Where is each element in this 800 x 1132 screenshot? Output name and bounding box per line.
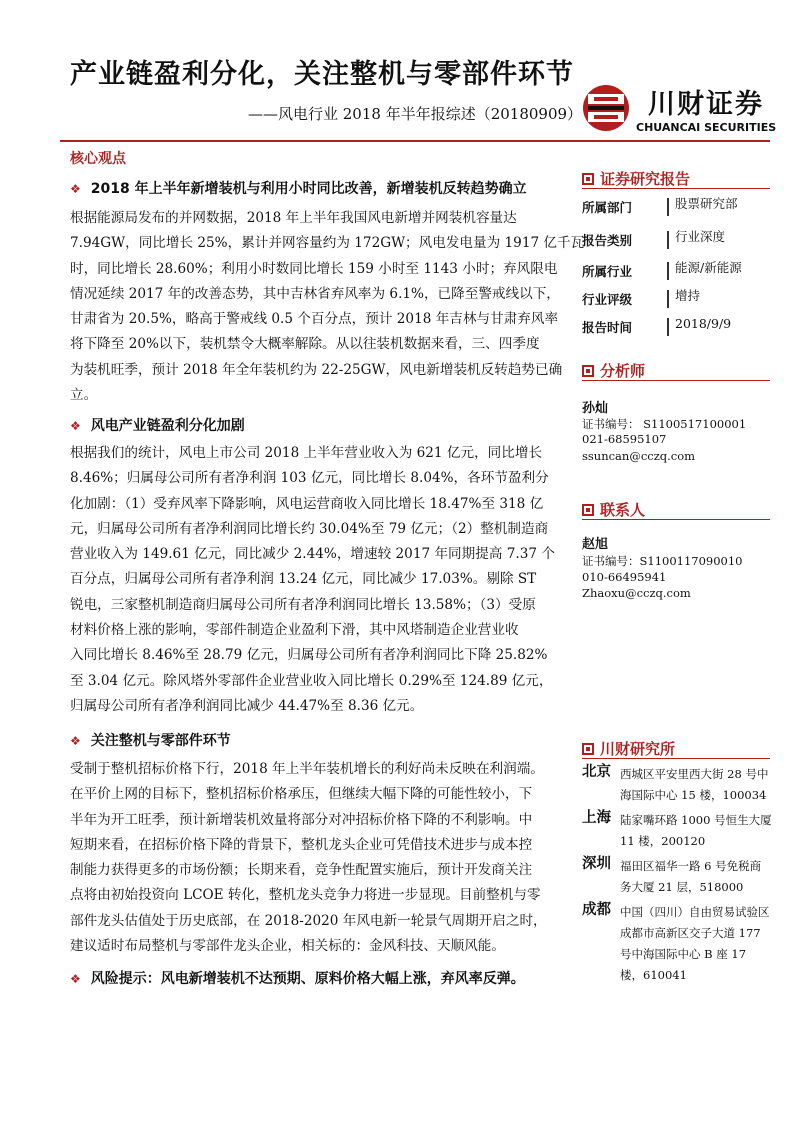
office-address-beijing: 西城区平安里西大街 28 号中海国际中心 15 楼，100034 [620,767,769,802]
section-heading-text: 2018 年上半年新增装机与利用小时同比改善，新增装机反转趋势确立 [90,181,527,197]
paragraph-line: 为装机旺季，预计 2018 年全年装机约为 22-25GW，风电新增装机反转趋势已确 [70,361,563,378]
diamond-bullet-icon: ❖ [70,972,81,986]
paragraph-line: 化加剧：（1）受弃风率下降影响，风电运营商收入同比增长 18.47%至 318 亿 [70,495,544,512]
office-address-shanghai: 陆家嘴环路 1000 号恒生大厦 11 楼，200120 [620,813,772,848]
contact-heading: 联系人 [582,499,645,520]
contact-name: 赵旭 [582,537,609,552]
contact-cert: 证书编号：S1100117090010 [582,554,743,568]
paragraph-line: 受制于整机招标价格下行，2018 年上半年装机增长的利好尚未反映在利润端。 [70,761,544,777]
section-heading-3 [70,730,231,750]
paragraph-line: 归属母公司所有者净利润同比减少 44.47%至 8.36 亿元。 [70,697,424,714]
section-paragraph-2 [70,441,572,719]
risk-warning-text: 风险提示：风电新增装机不达预期、原料价格大幅上涨，弃风率反弹。 [90,971,525,987]
paragraph-line: 制能力获得更多的市场份额；长期来看，竞争性配置实施后，预计开发商关注 [70,862,533,879]
diamond-bullet-icon: ❖ [70,419,81,433]
info-row-category: 报告类别 行业深度 [582,229,726,248]
section-heading-text: 风电产业链盈利分化加剧 [90,418,245,434]
paragraph-line: 根据我们的统计，风电上市公司 2018 上半年营业收入为 621 亿元，同比增长 [70,445,543,461]
paragraph-line: 半年为开工旺季，预计新增装机效量将部分对冲招标价格下降的不利影响。中 [70,811,533,828]
diamond-bullet-icon: ❖ [70,182,81,196]
paragraph-line: 根据能源局发布的并网数据，2018 年上半年我国风电新增并网装机容量达 [70,210,517,226]
sidebar-divider [582,519,770,520]
paragraph-line: 将下降至 20%以下，装机禁令大概率解除。从以往装机数据来看，三、四季度 [70,336,540,353]
diamond-bullet-icon: ❖ [70,734,81,748]
paragraph-line: 百分点，归属母公司所有者净利润 13.24 亿元，同比减少 17.03%。剔除 ST [70,571,537,588]
info-row-department: 所属部门 股票研究部 [582,196,738,215]
paragraph-line: 部件龙头估值处于历史底部，在 2018-2020 年风电新一轮景气周期开启之时， [70,912,547,929]
paragraph-line: 材料价格上涨的影响，零部件制造企业盈利下滑，其中风塔制造企业营业收 [70,622,519,639]
header-divider [60,140,770,142]
analyst-phone: 021-68595107 [582,432,667,446]
office-city-beijing: 北京 [582,764,611,780]
section-heading-1 [70,178,527,198]
info-row-industry: 所属行业 能源/新能源 [582,260,742,279]
paragraph-line: 7.94GW，同比增长 25%，累计并网容量约为 172GW；风电发电量为 1917 亿千瓦 [70,235,585,252]
office-city-shanghai: 上海 [582,810,611,826]
analyst-cert: 证书编号： S1100517100001 [582,417,747,431]
paragraph-line: 建议适时布局整机与零部件龙头企业，相关标的：金风科技、天顺风能。 [70,938,505,955]
office-city-shenzhen: 深圳 [582,856,611,872]
sidebar-divider [582,758,770,759]
contact-phone: 010-66495941 [582,570,667,584]
logo-mark-icon [583,85,629,131]
paragraph-line: 8.46%；归属母公司所有者净利润 103 亿元，同比增长 8.04%，各环节盈利分 [70,470,549,487]
office-address-shenzhen: 福田区福华一路 6 号免税商务大厦 21 层，518000 [620,859,762,894]
report-title: 产业链盈利分化，关注整机与零部件环节 [70,59,574,90]
paragraph-line: 营业收入为 149.61 亿元，同比减少 2.44%，增速较 2017 年同期提高 7.37 个 [70,546,555,563]
square-bullet-icon [582,365,594,377]
paragraph-line: 时，同比增长 28.60%；利用小时数同比增长 159 小时至 1143 小时；弃风限电 [70,260,558,277]
report-subtitle: ——风电行业 2018 年半年报综述（20180909） [248,105,583,123]
paragraph-line: 短期来看，在招标价格下降的背景下，整机龙头企业可凭借技术进步与成本控 [70,836,533,853]
analyst-email: ssuncan@cczq.com [582,449,696,463]
paragraph-line: 锐电，三家整机制造商归属母公司所有者净利润同比增长 13.58%；（3）受原 [70,596,536,613]
section-heading-text: 关注整机与零部件环节 [90,733,231,749]
paragraph-line: 甘肃省为 20.5%，略高于警戒线 0.5 个百分点，预计 2018 年吉林与甘肃弃风率 [70,311,559,328]
section-paragraph-1 [70,206,585,408]
section-paragraph-3 [70,757,572,959]
logo-english-name: CHUANCAI SECURITIES [636,121,777,134]
securities-report-heading: 证券研究报告 [582,168,690,189]
paragraph-line: 立。 [70,387,98,404]
contact-email: Zhaoxu@cczq.com [582,586,691,600]
institute-heading: 川财研究所 [582,738,675,759]
info-row-rating: 行业评级 增持 [582,288,701,307]
sidebar-divider [582,188,770,189]
office-city-chengdu: 成都 [582,902,611,918]
sidebar-divider [582,380,770,381]
core-viewpoint-label: 核心观点 [70,151,126,167]
paragraph-line: 情况延续 2017 年的改善态势，其中吉林省弃风率为 6.1%，已降至警戒线以下， [70,285,560,302]
info-row-date: 报告时间 2018/9/9 [582,316,732,335]
square-bullet-icon [582,173,594,185]
section-heading-2 [70,415,245,435]
square-bullet-icon [582,504,594,516]
risk-warning [70,968,525,988]
paragraph-line: 点将由初始投资向 LCOE 转化，整机龙头竞争力将进一步显现。目前整机与零 [70,887,541,904]
paragraph-line: 入同比增长 8.46%至 28.79 亿元，归属母公司所有者净利润同比下降 25.82% [70,647,548,664]
paragraph-line: 元，归属母公司所有者净利润同比增长约 30.04%至 79 亿元；（2）整机制造商 [70,520,549,537]
paragraph-line: 在平价上网的目标下，整机招标价格承压，但继续大幅下降的可能性较小，下 [70,786,533,803]
office-address-chengdu: 中国（四川）自由贸易试验区成都市高新区交子大道 177 号中海国际中心 B 座 17 楼，610041 [620,905,770,982]
paragraph-line: 至 3.04 亿元。除风塔外零部件企业营业收入同比增长 0.29%至 124.89 亿元， [70,672,553,689]
analyst-heading: 分析师 [582,360,645,381]
analyst-name: 孙灿 [582,401,609,416]
square-bullet-icon [582,743,594,755]
logo-chinese-name: 川财证券 [648,89,764,120]
